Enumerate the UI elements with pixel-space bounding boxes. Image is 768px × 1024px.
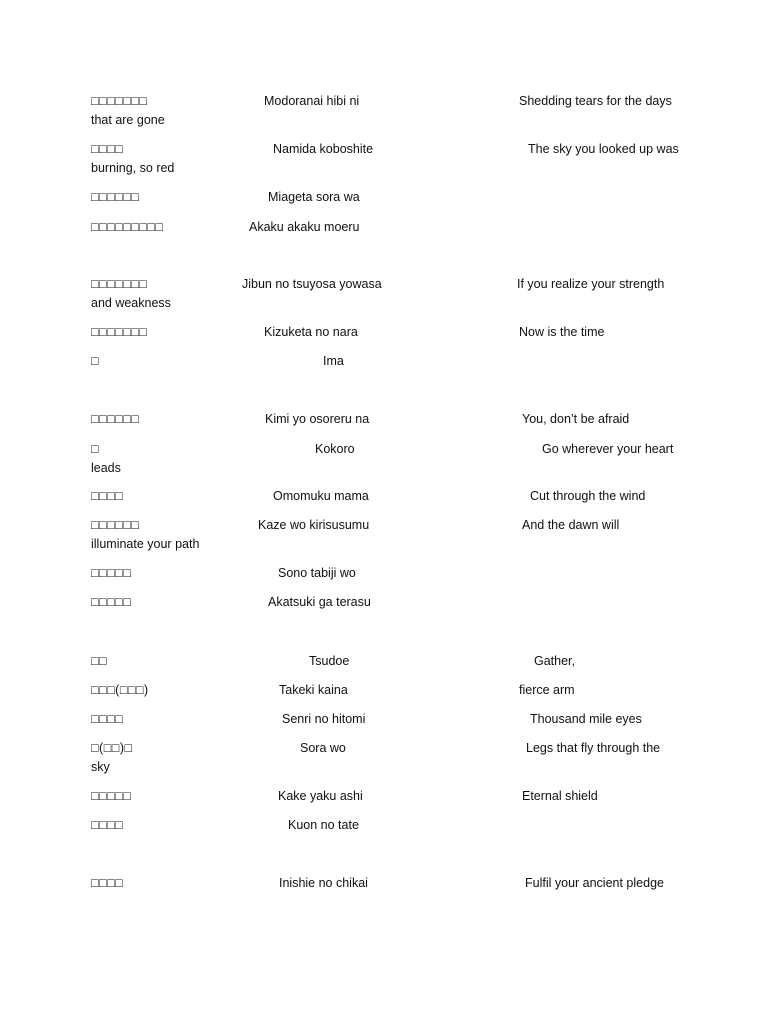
japanese-text: □□□□ — [91, 876, 124, 890]
lyric-line — [0, 711, 768, 728]
japanese-text: □□□□□□□ — [91, 325, 148, 339]
lyric-line — [0, 353, 768, 370]
lyric-line — [0, 189, 768, 206]
lyric-line — [0, 682, 768, 699]
lyric-line — [0, 740, 768, 774]
english-text-continued: leads — [91, 461, 121, 475]
english-text: Fulfil your ancient pledge — [525, 876, 664, 890]
lyric-line — [0, 517, 768, 551]
lyric-line — [0, 788, 768, 805]
english-text: Legs that fly through the — [526, 741, 661, 755]
lyric-line — [0, 565, 768, 582]
japanese-text: □(□□)□ — [91, 741, 133, 755]
japanese-text: □□ — [91, 654, 108, 668]
english-text-continued: and weakness — [91, 296, 171, 310]
romaji-text: Miageta sora wa — [268, 190, 360, 204]
english-text: Gather, — [534, 654, 575, 668]
romaji-text: Tsudoe — [309, 654, 350, 668]
romaji-text: Senri no hitomi — [282, 712, 366, 726]
japanese-text: □□□□□□□ — [91, 94, 148, 108]
romaji-text: Takeki kaina — [279, 683, 348, 697]
japanese-text: □□□□□□□ — [91, 277, 148, 291]
japanese-text: □□□□ — [91, 712, 124, 726]
lyric-line — [0, 141, 768, 175]
japanese-text: □□□□□□□□□ — [91, 220, 164, 234]
japanese-text: □□□(□□□) — [91, 683, 149, 697]
romaji-text: Kake yaku ashi — [278, 789, 363, 803]
romaji-text: Kokoro — [315, 442, 355, 456]
romaji-text: Omomuku mama — [273, 489, 369, 503]
japanese-text: □□□□ — [91, 142, 124, 156]
romaji-text: Kaze wo kirisusumu — [258, 518, 370, 532]
english-text: Shedding tears for the days — [519, 94, 672, 108]
lyric-line — [0, 488, 768, 505]
japanese-text: □□□□□ — [91, 789, 132, 803]
romaji-text: Namida koboshite — [273, 142, 374, 156]
english-text: Cut through the wind — [530, 489, 646, 503]
english-text: The sky you looked up was — [528, 142, 679, 156]
lyric-line — [0, 93, 768, 127]
english-text-continued: that are gone — [91, 113, 165, 127]
english-text: If you realize your strength — [517, 277, 665, 291]
japanese-text: □□□□ — [91, 818, 124, 832]
lyric-line — [0, 411, 768, 428]
romaji-text: Akatsuki ga terasu — [268, 595, 371, 609]
english-text: Thousand mile eyes — [530, 712, 642, 726]
japanese-text: □□□□□□ — [91, 412, 140, 426]
romaji-text: Jibun no tsuyosa yowasa — [242, 277, 382, 291]
english-text: Eternal shield — [522, 789, 598, 803]
japanese-text: □□□□□□ — [91, 190, 140, 204]
japanese-text: □□□□ — [91, 489, 124, 503]
lyric-line — [0, 653, 768, 670]
lyric-line — [0, 219, 768, 236]
romaji-text: Ima — [323, 354, 344, 368]
lyric-line — [0, 875, 768, 892]
lyric-line — [0, 441, 768, 475]
english-text-continued: burning, so red — [91, 161, 175, 175]
english-text-continued: sky — [91, 760, 110, 774]
japanese-text: □□□□□□ — [91, 518, 140, 532]
romaji-text: Kimi yo osoreru na — [265, 412, 370, 426]
english-text: Now is the time — [519, 325, 605, 339]
english-text: Go wherever your heart — [542, 442, 674, 456]
lyric-line — [0, 594, 768, 611]
japanese-text: □□□□□ — [91, 595, 132, 609]
lyric-line — [0, 324, 768, 341]
lyric-line — [0, 817, 768, 834]
romaji-text: Kizuketa no nara — [264, 325, 358, 339]
english-text-continued: illuminate your path — [91, 537, 200, 551]
english-text: fierce arm — [519, 683, 575, 697]
japanese-text: □□□□□ — [91, 566, 132, 580]
english-text: And the dawn will — [522, 518, 620, 532]
romaji-text: Sono tabiji wo — [278, 566, 356, 580]
romaji-text: Akaku akaku moeru — [249, 220, 360, 234]
romaji-text: Modoranai hibi ni — [264, 94, 360, 108]
english-text: You, don’t be afraid — [522, 412, 630, 426]
lyric-line — [0, 276, 768, 310]
romaji-text: Sora wo — [300, 741, 346, 755]
romaji-text: Inishie no chikai — [279, 876, 368, 890]
japanese-text: □ — [91, 354, 100, 368]
japanese-text: □ — [91, 442, 100, 456]
romaji-text: Kuon no tate — [288, 818, 359, 832]
